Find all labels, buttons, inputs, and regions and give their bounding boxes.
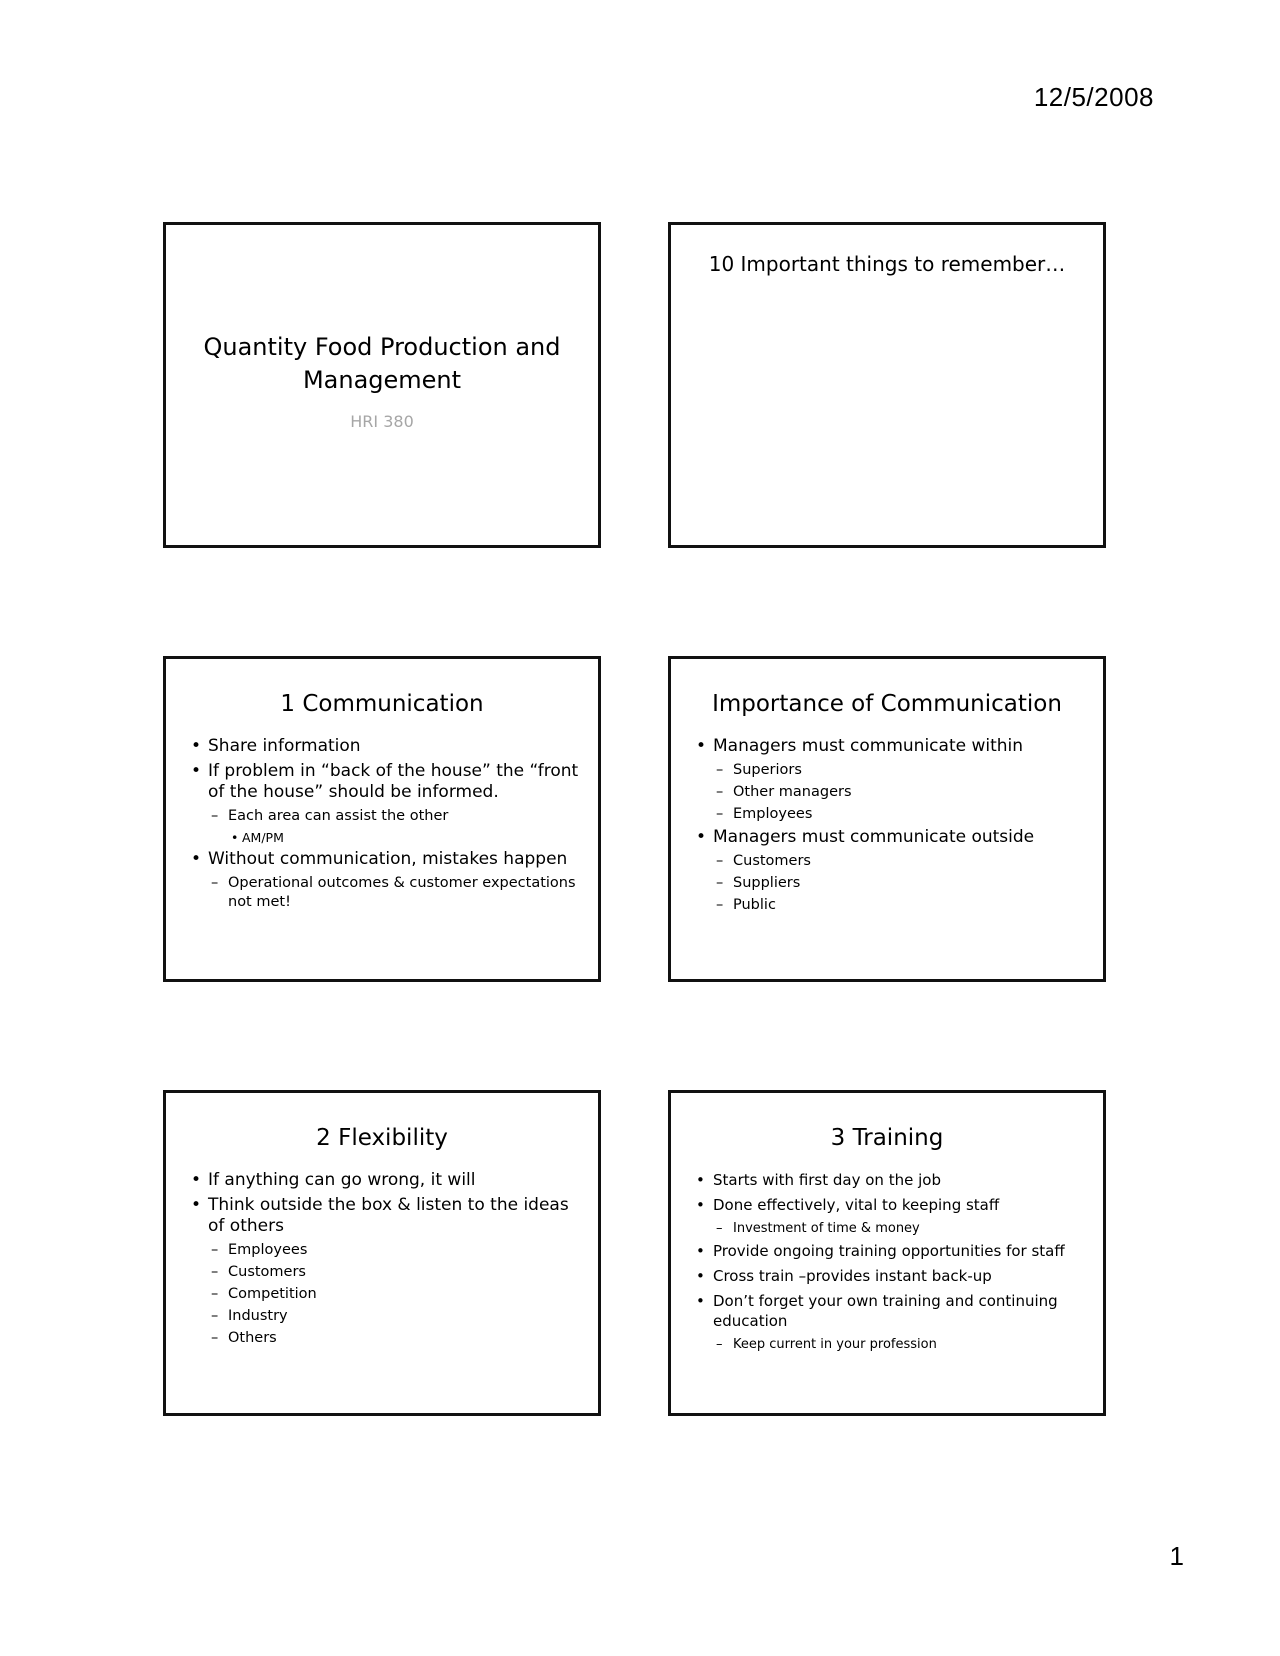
sub-bullet-item: – Suppliers (693, 874, 1085, 893)
bullet-item: • Share information (188, 736, 580, 757)
slide-title (163, 222, 601, 548)
sub-bullet-item: – Employees (693, 805, 1085, 824)
slide-title-subtitle: HRI 380 (350, 412, 414, 431)
bullet-item: • If anything can go wrong, it will (188, 1170, 580, 1191)
sub-bullet-item: – Competition (188, 1285, 580, 1304)
sub-bullet-item: – Investment of time & money (693, 1220, 1085, 1237)
bullet-item: • If problem in “back of the house” the “front of the house” should be informed. (188, 761, 580, 803)
slide-training-content (693, 1170, 1085, 1357)
page-date: 12/5/2008 (1033, 82, 1154, 112)
bullet-item: • Managers must communicate outside (693, 827, 1085, 848)
sub-bullet-item: – Keep current in your profession (693, 1336, 1085, 1353)
bullet-item: • Provide ongoing training opportunities for staff (693, 1241, 1085, 1261)
sub-bullet-item: – Industry (188, 1307, 580, 1326)
sub-sub-bullet-item: • AM/PM (188, 829, 580, 846)
slide-title-heading: Quantity Food Production and Management (203, 333, 561, 394)
sub-bullet-item: – Customers (188, 1263, 580, 1282)
slide-communication-heading: 1 Communication (280, 691, 484, 717)
sub-bullet-item: – Others (188, 1329, 580, 1348)
sub-bullet-item: – Other managers (693, 783, 1085, 802)
slide-important-things (668, 222, 1106, 548)
slide-flexibility-content (188, 1170, 580, 1351)
bullet-item: • Think outside the box & listen to the ideas of others (188, 1195, 580, 1237)
slide-importance-of-communication (668, 656, 1106, 982)
slide-importance-content (693, 736, 1085, 918)
bullet-item: • Cross train –provides instant back-up (693, 1266, 1085, 1286)
sub-bullet-item: – Public (693, 896, 1085, 915)
slide-communication (163, 656, 601, 982)
slide-training (668, 1090, 1106, 1416)
sub-bullet-item: – Customers (693, 852, 1085, 871)
slide-importance-heading: Importance of Communication (712, 691, 1062, 717)
slide-training-heading: 3 Training (830, 1125, 944, 1151)
slide-important-things-heading: 10 Important things to remember… (708, 252, 1066, 276)
sub-bullet-item: – Each area can assist the other (188, 807, 580, 826)
bullet-item: • Starts with first day on the job (693, 1170, 1085, 1190)
bullet-item: • Don’t forget your own training and continuing education (693, 1291, 1085, 1331)
bullet-item: • Without communication, mistakes happen (188, 849, 580, 870)
page-number: 1 (1169, 1541, 1184, 1571)
sub-bullet-item: – Superiors (693, 761, 1085, 780)
bullet-item: • Managers must communicate within (693, 736, 1085, 757)
sub-bullet-item: – Employees (188, 1241, 580, 1260)
bullet-item: • Done effectively, vital to keeping staff (693, 1195, 1085, 1215)
slide-flexibility (163, 1090, 601, 1416)
slide-communication-content (188, 736, 580, 915)
slide-flexibility-heading: 2 Flexibility (316, 1125, 448, 1151)
sub-bullet-item: – Operational outcomes & customer expectations not met! (188, 874, 580, 912)
